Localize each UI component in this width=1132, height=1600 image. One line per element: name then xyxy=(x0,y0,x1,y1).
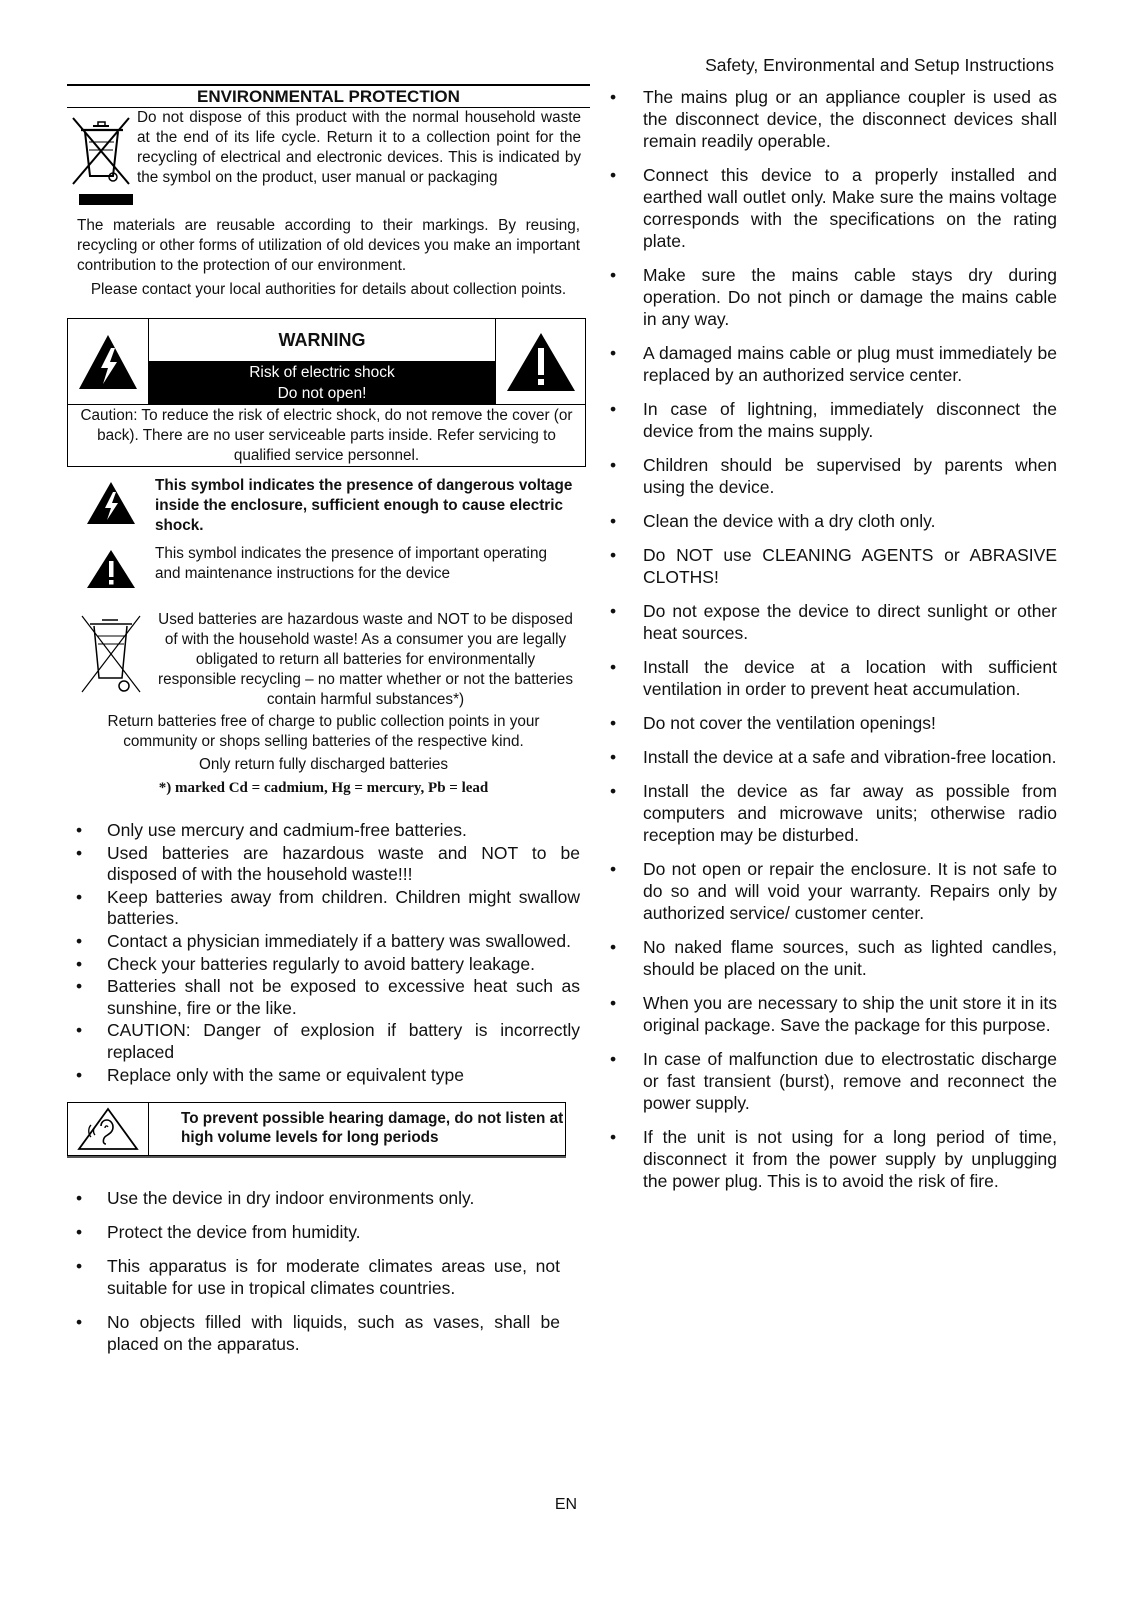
list-item: • Replace only with the same or equivalent type xyxy=(67,1065,580,1087)
battery-only-discharged-text: Only return fully discharged batteries xyxy=(198,756,449,773)
warning-right-cell xyxy=(495,319,585,404)
hearing-warning-box xyxy=(67,1102,566,1156)
list-item: • The mains plug or an appliance coupler is used as the disconnect device, the disconnect devices shall remain readily operable. xyxy=(608,86,1057,152)
hearing-warning-text: To prevent possible hearing damage, do not listen at high volume levels for long periods xyxy=(181,1110,564,1147)
list-item: • Do not open or repair the enclosure. It is not safe to do so and will void your warranty. Repairs only by authorized service/ customer center. xyxy=(608,858,1057,924)
list-item: • Protect the device from humidity. xyxy=(67,1221,560,1243)
warning-risk-line2: Do not open! xyxy=(277,385,367,402)
instructions-symbol-text: This symbol indicates the presence of important operating and maintenance instructions for the device xyxy=(155,545,547,582)
list-item: • CAUTION: Danger of explosion if battery is incorrectly replaced xyxy=(67,1020,580,1063)
battery-footnote: *) marked Cd = cadmium, Hg = mercury, Pb = lead xyxy=(158,780,489,796)
list-item: • Check your batteries regularly to avoid battery leakage. xyxy=(67,954,580,976)
list-item: • Do not expose the device to direct sunlight or other heat sources. xyxy=(608,600,1057,644)
list-item: • When you are necessary to ship the unit store it in its original package. Save the package for this purpose. xyxy=(608,992,1057,1036)
list-item: • Make sure the mains cable stays dry during operation. Do not pinch or damage the mains cable in any way. xyxy=(608,264,1057,330)
warning-caution-text: Caution: To reduce the risk of electric shock, do not remove the cover (or back). There are no user serviceable parts inside. Refer servicing to qualified service personnel. xyxy=(80,407,573,464)
hearing-ear-icon xyxy=(76,1106,140,1152)
voltage-symbol-text: This symbol indicates the presence of dangerous voltage inside the enclosure, sufficient enough to cause electric shock. xyxy=(155,477,573,534)
disposal-section xyxy=(67,108,590,212)
list-item: • Children should be supervised by parents when using the device. xyxy=(608,454,1057,498)
battery-hazard-text: Used batteries are hazardous waste and NOT to be disposed of with the household waste! As a consumer you are legally obligated to return all batteries for environmentally responsible recycling – no matter whether or not the batteries contain harmful substances*) xyxy=(158,611,573,708)
list-item: • Batteries shall not be exposed to excessive heat such as sunshine, fire or the like. xyxy=(67,976,580,1019)
environment-list xyxy=(67,1187,590,1355)
lightning-warning-icon xyxy=(85,480,137,526)
voltage-symbol-row xyxy=(67,476,590,536)
list-item: • Use the device in dry indoor environments only. xyxy=(67,1187,560,1209)
left-column xyxy=(67,84,590,1367)
warning-risk-banner xyxy=(149,361,495,404)
warning-center xyxy=(149,319,495,404)
battery-return-text: Return batteries free of charge to public collection points in your community or shops selling batteries of the respective kind. xyxy=(107,713,540,750)
page-language-label: EN xyxy=(554,1496,578,1513)
list-item: • Do not cover the ventilation openings! xyxy=(608,712,1057,734)
warning-left-cell xyxy=(68,319,149,404)
list-item: • No naked flame sources, such as lighted candles, should be placed on the unit. xyxy=(608,936,1057,980)
warning-box xyxy=(67,318,586,467)
battery-disposal-row xyxy=(67,610,590,710)
list-item: • Keep batteries away from children. Children might swallow batteries. xyxy=(67,887,580,930)
warning-risk-line1: Risk of electric shock xyxy=(249,364,395,381)
page-header-title: Safety, Environmental and Setup Instructions xyxy=(705,55,1054,75)
list-item: • Install the device at a safe and vibration-free location. xyxy=(608,746,1057,768)
list-item: • No objects filled with liquids, such as vases, shall be placed on the apparatus. xyxy=(67,1311,560,1355)
right-column xyxy=(608,86,1057,1204)
environmental-protection-heading: ENVIRONMENTAL PROTECTION xyxy=(67,84,590,108)
list-item: • A damaged mains cable or plug must immediately be replaced by an authorized service center. xyxy=(608,342,1057,386)
list-item: • If the unit is not using for a long period of time, disconnect it from the power supply by unplugging the power plug. This is to avoid the risk of fire. xyxy=(608,1126,1057,1192)
instructions-symbol-row xyxy=(67,544,590,590)
list-item: • Contact a physician immediately if a battery was swallowed. xyxy=(67,931,580,953)
lightning-warning-icon xyxy=(77,332,139,392)
exclamation-warning-icon xyxy=(505,330,577,394)
list-item: • Do NOT use CLEANING AGENTS or ABRASIVE CLOTHS! xyxy=(608,544,1057,588)
list-item: • Install the device at a location with sufficient ventilation in order to prevent heat accumulation. xyxy=(608,656,1057,700)
crossed-out-bin-icon xyxy=(69,112,133,208)
crossed-out-bin-icon xyxy=(80,612,142,698)
warning-header xyxy=(68,319,585,405)
list-item: • Install the device as far away as possible from computers and microwave units; otherwise radio reception may be disturbed. xyxy=(608,780,1057,846)
warning-title: WARNING xyxy=(278,329,366,350)
disposal-text: Do not dispose of this product with the normal household waste at the end of its life cycle. Return it to a collection point for the recycling of electrical and electronic devices. This is indicated by the symbol on the product, user manual or packaging xyxy=(137,109,581,186)
list-item: • Connect this device to a properly installed and earthed wall outlet only. Make sure the mains voltage corresponds with the specifications on the rating plate. xyxy=(608,164,1057,252)
list-item: • In case of malfunction due to electrostatic discharge or fast transient (burst), remove and reconnect the power supply. xyxy=(608,1048,1057,1114)
materials-text: The materials are reusable according to their markings. By reusing, recycling or other forms of utilization of old devices you make an important contribution to the protection of our environment. xyxy=(77,217,580,274)
list-item: • Clean the device with a dry cloth only. xyxy=(608,510,1057,532)
list-item: • This apparatus is for moderate climates areas use, not suitable for use in tropical climates countries. xyxy=(67,1255,560,1299)
list-item: • Used batteries are hazardous waste and NOT to be disposed of with the household waste!!! xyxy=(67,843,580,886)
safety-list xyxy=(608,86,1057,1192)
contact-text: Please contact your local authorities for details about collection points. xyxy=(90,281,567,298)
exclamation-warning-icon xyxy=(85,548,137,590)
list-item: • In case of lightning, immediately disconnect the device from the mains supply. xyxy=(608,398,1057,442)
list-item: • Only use mercury and cadmium-free batteries. xyxy=(67,820,580,842)
battery-list xyxy=(67,820,590,1086)
